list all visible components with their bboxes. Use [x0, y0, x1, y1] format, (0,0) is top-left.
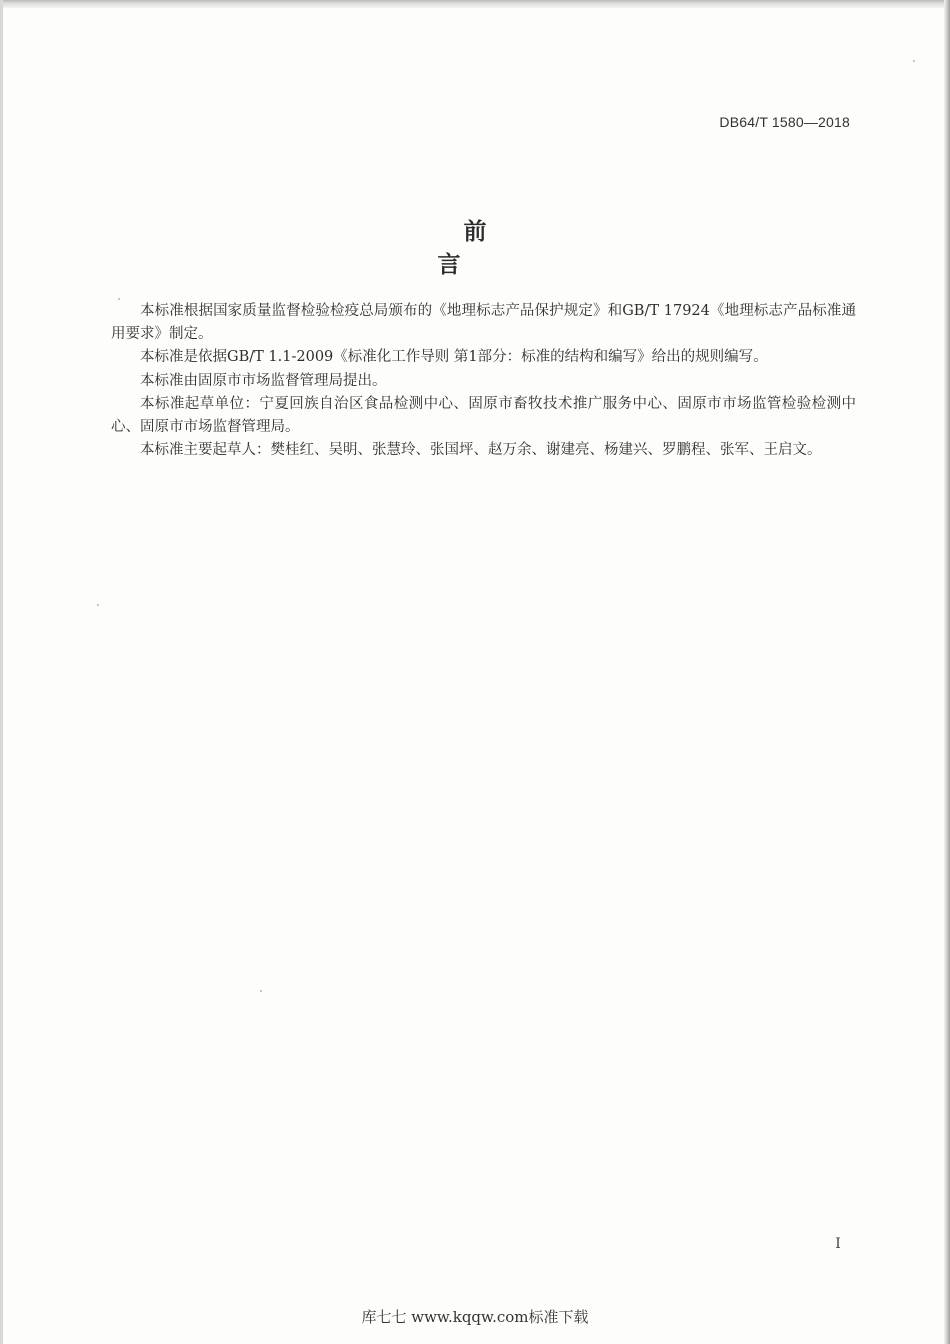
standard-code: DB64/T 1580—2018: [719, 114, 850, 130]
paragraph-legal-basis: 本标准根据国家质量监督检验检疫总局颁布的《地理标志产品保护规定》和GB/T 17924《地理标志产品标准通用要求》制定。: [111, 303, 856, 343]
scan-speck: [260, 990, 262, 992]
page-title: 前言: [437, 219, 539, 278]
paragraph-drafting-rules: 本标准是依据GB/T 1.1-2009《标准化工作导则 第1部分：标准的结构和编写》给出的规则编写。: [140, 349, 768, 366]
foreword-body: [111, 300, 856, 462]
paragraph-drafters: 本标准主要起草人：樊桂红、吴明、张慧玲、张国坪、赵万余、谢建亮、杨建兴、罗鹏程、张军、王启文。: [140, 442, 822, 459]
scan-edge-left: [0, 0, 3, 1344]
page-number: I: [835, 1236, 841, 1252]
scan-speck: [97, 604, 99, 606]
paragraph-proposer: 本标准由固原市市场监督管理局提出。: [140, 372, 387, 389]
scan-edge-right: [944, 0, 950, 1344]
watermark-footer: 库七七 www.kqqw.com标准下载: [361, 1308, 589, 1326]
paragraph-drafting-units: 本标准起草单位：宁夏回族自治区食品检测中心、固原市畜牧技术推广服务中心、固原市市场监管检验检测中心、固原市市场监督管理局。: [111, 395, 856, 436]
scan-speck: [118, 298, 120, 300]
scan-edge-top: [0, 0, 950, 8]
scan-speck: [913, 60, 915, 62]
